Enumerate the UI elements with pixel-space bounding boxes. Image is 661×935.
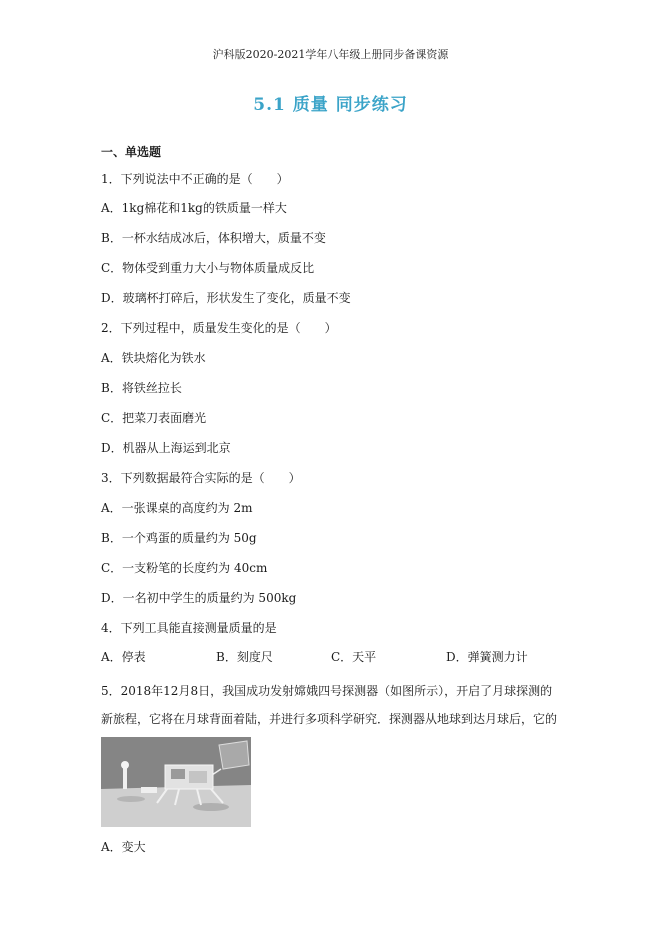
question-3-option-b: B．一个鸡蛋的质量约为 50g [101, 531, 257, 545]
question-2-option-a: A．铁块熔化为铁水 [101, 351, 206, 365]
page-header: 沪科版2020-2021学年八年级上册同步备课资源 [212, 48, 449, 61]
question-4-option-d: D．弹簧测力计 [446, 650, 528, 664]
question-2-option-d: D．机器从上海运到北京 [101, 441, 231, 455]
question-4-option-b: B．刻度尺 [216, 650, 273, 664]
lunar-lander-illustration [101, 737, 251, 827]
chang-e-4-probe-image [101, 737, 251, 827]
section-heading: 一、单选题 [101, 145, 162, 159]
question-3-option-d: D．一名初中学生的质量约为 500kg [101, 591, 297, 605]
question-1-option-a: A．1kg棉花和1kg的铁质量一样大 [101, 201, 287, 215]
question-1-option-d: D．玻璃杯打碎后，形状发生了变化，质量不变 [101, 291, 351, 305]
question-3-option-a: A．一张课桌的高度约为 2m [101, 501, 253, 515]
question-4-option-a: A．停表 [101, 650, 146, 664]
question-4-stem: 4．下列工具能直接测量质量的是 [101, 621, 277, 635]
question-2-option-b: B．将铁丝拉长 [101, 381, 182, 395]
question-1-stem: 1．下列说法中不正确的是（ ） [101, 172, 289, 186]
page-title: 5.1 质量 同步练习 [253, 95, 408, 115]
question-5-option-a: A．变大 [101, 840, 146, 854]
question-1-option-c: C．物体受到重力大小与物体质量成反比 [101, 261, 315, 275]
question-3-option-c: C．一支粉笔的长度约为 40cm [101, 561, 268, 575]
question-1-option-b: B．一杯水结成冰后，体积增大，质量不变 [101, 231, 326, 245]
question-5-stem: 5．2018年12月8日，我国成功发射嫦娥四号探测器（如图所示），开启了月球探测的新旅程，它将在月球背面着陆，并进行多项科学研究．探测器从地球到达月球后，它的 [101, 684, 558, 726]
question-3-stem: 3．下列数据最符合实际的是（ ） [101, 471, 301, 485]
question-4-option-c: C．天平 [331, 650, 377, 664]
question-4-options [101, 648, 581, 664]
question-2-option-c: C．把菜刀表面磨光 [101, 411, 207, 425]
question-2-stem: 2．下列过程中，质量发生变化的是（ ） [101, 321, 337, 335]
